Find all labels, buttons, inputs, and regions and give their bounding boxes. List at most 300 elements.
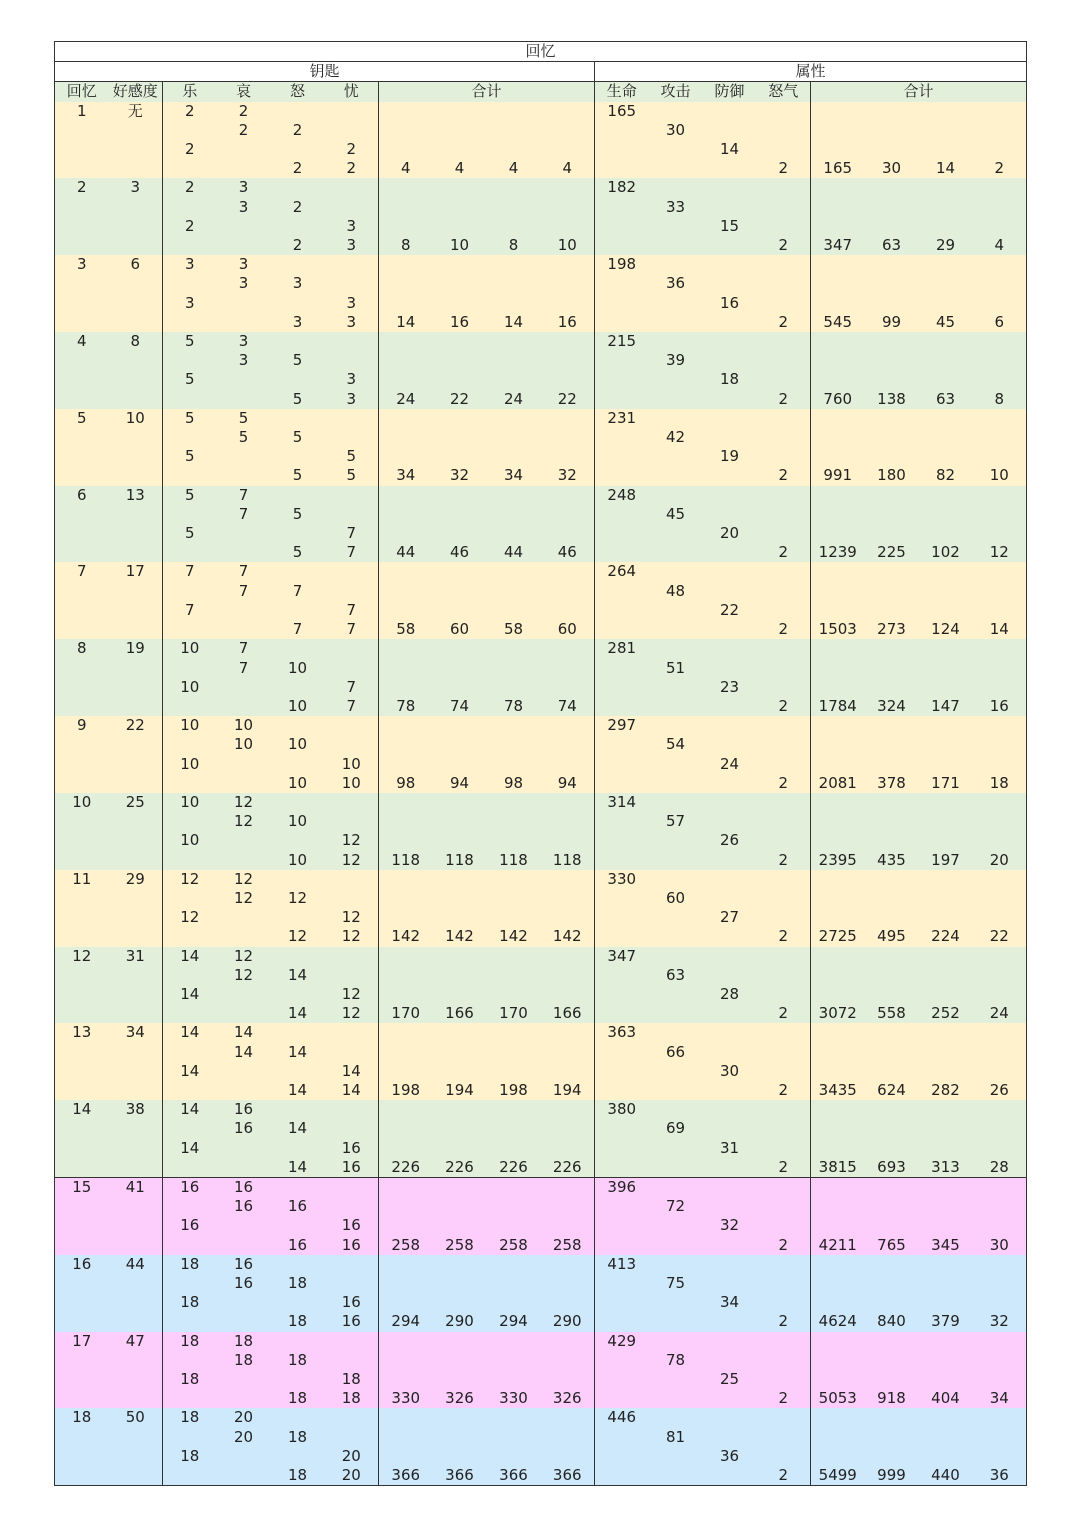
table-row — [55, 1370, 1027, 1389]
empty-cell — [811, 178, 865, 197]
empty-cell — [325, 812, 379, 831]
empty-cell — [811, 102, 865, 121]
empty-cell — [271, 870, 325, 889]
empty-cell — [973, 1197, 1027, 1216]
empty-cell — [379, 1177, 433, 1197]
empty-cell — [811, 1177, 865, 1197]
empty-cell — [217, 1081, 271, 1100]
empty-cell — [487, 140, 541, 159]
key-you-cell: 2 — [325, 140, 379, 159]
empty-cell — [433, 735, 487, 754]
rage-cell: 2 — [757, 390, 811, 409]
empty-cell — [757, 1447, 811, 1466]
empty-cell — [379, 255, 433, 274]
empty-cell — [163, 274, 217, 293]
empty-cell — [541, 1274, 595, 1293]
empty-cell — [811, 831, 865, 850]
key-nu-cell: 12 — [271, 927, 325, 946]
def-cell: 18 — [703, 370, 757, 389]
empty-cell — [703, 332, 757, 351]
table-row — [55, 639, 1027, 658]
empty-cell — [433, 1100, 487, 1119]
empty-cell — [379, 985, 433, 1004]
empty-cell — [757, 1370, 811, 1389]
empty-cell — [919, 255, 973, 274]
empty-cell — [109, 505, 163, 524]
empty-cell — [325, 198, 379, 217]
attr-total-cell: 918 — [865, 1389, 919, 1408]
key-total-cell: 58 — [487, 620, 541, 639]
key-ai-cell: 3 — [217, 274, 271, 293]
table-row — [55, 313, 1027, 332]
empty-cell — [379, 1043, 433, 1062]
empty-cell — [757, 947, 811, 966]
empty-cell — [217, 313, 271, 332]
atk-cell: 60 — [649, 889, 703, 908]
empty-cell — [487, 178, 541, 197]
empty-cell — [595, 831, 649, 850]
empty-cell — [595, 198, 649, 217]
empty-cell — [55, 198, 109, 217]
key-le-cell: 10 — [163, 831, 217, 850]
empty-cell — [919, 947, 973, 966]
empty-cell — [541, 1023, 595, 1042]
table-row — [55, 1139, 1027, 1158]
key-you-cell: 12 — [325, 908, 379, 927]
empty-cell — [55, 1158, 109, 1178]
empty-cell — [271, 908, 325, 927]
empty-cell — [325, 562, 379, 581]
empty-cell — [487, 1216, 541, 1235]
empty-cell — [919, 428, 973, 447]
empty-cell — [109, 927, 163, 946]
key-total-cell: 14 — [487, 313, 541, 332]
key-total-cell: 78 — [379, 697, 433, 716]
empty-cell — [811, 812, 865, 831]
attr-total-cell: 435 — [865, 851, 919, 870]
empty-cell — [973, 198, 1027, 217]
attr-total-cell: 347 — [811, 236, 865, 255]
key-total-cell: 34 — [487, 466, 541, 485]
empty-cell — [109, 294, 163, 313]
empty-cell — [703, 486, 757, 505]
key-total-cell: 74 — [541, 697, 595, 716]
empty-cell — [163, 851, 217, 870]
attr-total-cell: 693 — [865, 1158, 919, 1178]
empty-cell — [811, 524, 865, 543]
memory-cell: 4 — [55, 332, 109, 351]
key-total-cell: 142 — [379, 927, 433, 946]
empty-cell — [649, 102, 703, 121]
column-header: 生命 — [595, 82, 649, 102]
empty-cell — [109, 678, 163, 697]
empty-cell — [757, 121, 811, 140]
empty-cell — [703, 870, 757, 889]
empty-cell — [163, 1081, 217, 1100]
empty-cell — [919, 601, 973, 620]
empty-cell — [379, 351, 433, 370]
table-row — [55, 620, 1027, 639]
empty-cell — [217, 908, 271, 927]
empty-cell — [811, 447, 865, 466]
memory-cell: 17 — [55, 1332, 109, 1351]
attr-total-cell: 224 — [919, 927, 973, 946]
empty-cell — [919, 1177, 973, 1197]
empty-cell — [649, 390, 703, 409]
empty-cell — [973, 716, 1027, 735]
rage-cell: 2 — [757, 1081, 811, 1100]
empty-cell — [271, 486, 325, 505]
empty-cell — [433, 217, 487, 236]
empty-cell — [919, 1447, 973, 1466]
empty-cell — [163, 159, 217, 178]
empty-cell — [325, 1043, 379, 1062]
empty-cell — [757, 1293, 811, 1312]
empty-cell — [973, 505, 1027, 524]
attr-total-cell: 624 — [865, 1081, 919, 1100]
empty-cell — [703, 466, 757, 485]
empty-cell — [973, 1351, 1027, 1370]
empty-cell — [973, 486, 1027, 505]
empty-cell — [703, 1389, 757, 1408]
empty-cell — [703, 178, 757, 197]
table-row — [55, 1389, 1027, 1408]
empty-cell — [757, 908, 811, 927]
empty-cell — [163, 505, 217, 524]
empty-cell — [703, 947, 757, 966]
favor-cell: 47 — [109, 1332, 163, 1351]
key-le-cell: 14 — [163, 1139, 217, 1158]
empty-cell — [217, 159, 271, 178]
column-header: 合计 — [379, 82, 595, 102]
empty-cell — [649, 1236, 703, 1255]
empty-cell — [865, 351, 919, 370]
empty-cell — [433, 1447, 487, 1466]
table-row — [55, 966, 1027, 985]
empty-cell — [973, 332, 1027, 351]
empty-cell — [973, 178, 1027, 197]
key-you-cell: 3 — [325, 390, 379, 409]
attr-total-cell: 273 — [865, 620, 919, 639]
attr-total-cell: 18 — [973, 774, 1027, 793]
empty-cell — [757, 332, 811, 351]
attr-total-cell: 20 — [973, 851, 1027, 870]
empty-cell — [919, 639, 973, 658]
hp-cell: 330 — [595, 870, 649, 889]
empty-cell — [55, 1216, 109, 1235]
key-ai-cell: 3 — [217, 198, 271, 217]
empty-cell — [865, 1293, 919, 1312]
empty-cell — [973, 831, 1027, 850]
empty-cell — [217, 447, 271, 466]
empty-cell — [109, 697, 163, 716]
empty-cell — [973, 678, 1027, 697]
attr-total-cell: 765 — [865, 1236, 919, 1255]
key-ai-cell: 3 — [217, 178, 271, 197]
empty-cell — [541, 831, 595, 850]
hp-cell: 363 — [595, 1023, 649, 1042]
def-cell: 20 — [703, 524, 757, 543]
empty-cell — [55, 524, 109, 543]
key-total-cell: 226 — [541, 1158, 595, 1178]
empty-cell — [919, 1351, 973, 1370]
empty-cell — [865, 1447, 919, 1466]
empty-cell — [271, 524, 325, 543]
empty-cell — [541, 1062, 595, 1081]
key-total-cell: 98 — [379, 774, 433, 793]
empty-cell — [379, 198, 433, 217]
key-total-cell: 10 — [433, 236, 487, 255]
empty-cell — [865, 889, 919, 908]
empty-cell — [919, 659, 973, 678]
key-you-cell: 5 — [325, 447, 379, 466]
empty-cell — [811, 1293, 865, 1312]
empty-cell — [919, 409, 973, 428]
empty-cell — [811, 294, 865, 313]
sheet-title: 回忆 — [55, 42, 1027, 62]
key-total-cell: 194 — [433, 1081, 487, 1100]
empty-cell — [595, 1158, 649, 1178]
empty-cell — [865, 255, 919, 274]
empty-cell — [271, 1255, 325, 1274]
memory-cell: 12 — [55, 947, 109, 966]
empty-cell — [433, 966, 487, 985]
empty-cell — [433, 1351, 487, 1370]
empty-cell — [919, 524, 973, 543]
empty-cell — [271, 562, 325, 581]
empty-cell — [325, 889, 379, 908]
key-total-cell: 366 — [541, 1466, 595, 1486]
empty-cell — [379, 409, 433, 428]
key-ai-cell: 10 — [217, 716, 271, 735]
empty-cell — [55, 159, 109, 178]
empty-cell — [109, 812, 163, 831]
empty-cell — [433, 351, 487, 370]
empty-cell — [649, 1255, 703, 1274]
empty-cell — [379, 274, 433, 293]
key-nu-cell: 16 — [271, 1197, 325, 1216]
attr-total-cell: 99 — [865, 313, 919, 332]
empty-cell — [973, 447, 1027, 466]
key-total-cell: 94 — [541, 774, 595, 793]
key-ai-cell: 16 — [217, 1197, 271, 1216]
empty-cell — [811, 1351, 865, 1370]
attr-total-cell: 1503 — [811, 620, 865, 639]
empty-cell — [649, 1100, 703, 1119]
empty-cell — [55, 1119, 109, 1138]
attr-total-cell: 495 — [865, 927, 919, 946]
table-row — [55, 1197, 1027, 1216]
empty-cell — [649, 1447, 703, 1466]
empty-cell — [55, 466, 109, 485]
empty-cell — [595, 1081, 649, 1100]
empty-cell — [649, 1466, 703, 1486]
empty-cell — [325, 274, 379, 293]
empty-cell — [379, 1216, 433, 1235]
empty-cell — [163, 351, 217, 370]
empty-cell — [217, 1139, 271, 1158]
attr-total-cell: 404 — [919, 1389, 973, 1408]
key-nu-cell: 18 — [271, 1351, 325, 1370]
key-le-cell: 10 — [163, 755, 217, 774]
empty-cell — [595, 851, 649, 870]
empty-cell — [919, 831, 973, 850]
empty-cell — [433, 601, 487, 620]
key-nu-cell: 18 — [271, 1428, 325, 1447]
empty-cell — [487, 908, 541, 927]
empty-cell — [541, 1119, 595, 1138]
empty-cell — [55, 735, 109, 754]
key-total-cell: 142 — [541, 927, 595, 946]
empty-cell — [757, 793, 811, 812]
attr-total-cell: 2081 — [811, 774, 865, 793]
key-you-cell: 16 — [325, 1216, 379, 1235]
empty-cell — [595, 1119, 649, 1138]
empty-cell — [325, 659, 379, 678]
memory-cell: 15 — [55, 1177, 109, 1197]
favor-cell: 44 — [109, 1255, 163, 1274]
rage-cell: 2 — [757, 466, 811, 485]
table-row — [55, 1428, 1027, 1447]
empty-cell — [487, 198, 541, 217]
empty-cell — [271, 678, 325, 697]
empty-cell — [271, 102, 325, 121]
empty-cell — [649, 543, 703, 562]
empty-cell — [55, 927, 109, 946]
table-row — [55, 831, 1027, 850]
key-you-cell: 3 — [325, 370, 379, 389]
empty-cell — [865, 370, 919, 389]
attr-total-cell: 124 — [919, 620, 973, 639]
empty-cell — [487, 812, 541, 831]
empty-cell — [649, 524, 703, 543]
empty-cell — [973, 274, 1027, 293]
empty-cell — [649, 255, 703, 274]
empty-cell — [379, 908, 433, 927]
empty-cell — [55, 582, 109, 601]
empty-cell — [55, 1139, 109, 1158]
empty-cell — [487, 870, 541, 889]
empty-cell — [541, 1447, 595, 1466]
key-ai-cell: 5 — [217, 409, 271, 428]
key-you-cell: 3 — [325, 236, 379, 255]
empty-cell — [433, 198, 487, 217]
empty-cell — [217, 1216, 271, 1235]
table-row — [55, 755, 1027, 774]
empty-cell — [109, 1312, 163, 1331]
empty-cell — [163, 735, 217, 754]
empty-cell — [379, 601, 433, 620]
table-row — [55, 121, 1027, 140]
empty-cell — [649, 793, 703, 812]
rage-cell: 2 — [757, 1466, 811, 1486]
empty-cell — [919, 1043, 973, 1062]
empty-cell — [379, 966, 433, 985]
empty-cell — [109, 447, 163, 466]
table-row — [55, 793, 1027, 812]
empty-cell — [541, 562, 595, 581]
attr-total-cell: 14 — [919, 159, 973, 178]
empty-cell — [325, 1177, 379, 1197]
key-total-cell: 166 — [433, 1004, 487, 1023]
empty-cell — [649, 1370, 703, 1389]
empty-cell — [541, 332, 595, 351]
empty-cell — [595, 1004, 649, 1023]
empty-cell — [865, 1370, 919, 1389]
empty-cell — [919, 755, 973, 774]
empty-cell — [811, 716, 865, 735]
attr-total-cell: 138 — [865, 390, 919, 409]
attr-total-cell: 313 — [919, 1158, 973, 1178]
attr-total-cell: 760 — [811, 390, 865, 409]
empty-cell — [541, 716, 595, 735]
empty-cell — [541, 274, 595, 293]
table-row — [55, 1216, 1027, 1235]
attr-total-cell: 29 — [919, 236, 973, 255]
table-row — [55, 524, 1027, 543]
empty-cell — [55, 1293, 109, 1312]
atk-cell: 30 — [649, 121, 703, 140]
empty-cell — [865, 562, 919, 581]
empty-cell — [109, 1351, 163, 1370]
empty-cell — [757, 255, 811, 274]
column-header: 怒气 — [757, 82, 811, 102]
key-total-cell: 4 — [379, 159, 433, 178]
empty-cell — [541, 1100, 595, 1119]
empty-cell — [811, 1197, 865, 1216]
empty-cell — [271, 1332, 325, 1351]
empty-cell — [919, 1023, 973, 1042]
empty-cell — [595, 985, 649, 1004]
empty-cell — [703, 1004, 757, 1023]
empty-cell — [271, 601, 325, 620]
empty-cell — [595, 1389, 649, 1408]
key-total-cell: 34 — [379, 466, 433, 485]
empty-cell — [811, 1062, 865, 1081]
empty-cell — [109, 159, 163, 178]
empty-cell — [487, 351, 541, 370]
attr-total-cell: 28 — [973, 1158, 1027, 1178]
empty-cell — [487, 735, 541, 754]
empty-cell — [109, 774, 163, 793]
empty-cell — [595, 966, 649, 985]
key-total-cell: 118 — [379, 851, 433, 870]
empty-cell — [595, 1351, 649, 1370]
empty-cell — [703, 255, 757, 274]
empty-cell — [973, 351, 1027, 370]
key-le-cell: 5 — [163, 524, 217, 543]
table-row — [55, 447, 1027, 466]
empty-cell — [703, 1158, 757, 1178]
empty-cell — [757, 1043, 811, 1062]
empty-cell — [649, 140, 703, 159]
table-row — [55, 198, 1027, 217]
empty-cell — [595, 1428, 649, 1447]
atk-cell: 75 — [649, 1274, 703, 1293]
key-total-cell: 170 — [379, 1004, 433, 1023]
memory-cell: 18 — [55, 1408, 109, 1427]
empty-cell — [487, 678, 541, 697]
key-total-cell: 8 — [379, 236, 433, 255]
key-ai-cell: 7 — [217, 582, 271, 601]
empty-cell — [649, 755, 703, 774]
empty-cell — [919, 678, 973, 697]
empty-cell — [379, 1100, 433, 1119]
table-row — [55, 678, 1027, 697]
key-nu-cell: 14 — [271, 1043, 325, 1062]
empty-cell — [973, 102, 1027, 121]
empty-cell — [433, 1274, 487, 1293]
